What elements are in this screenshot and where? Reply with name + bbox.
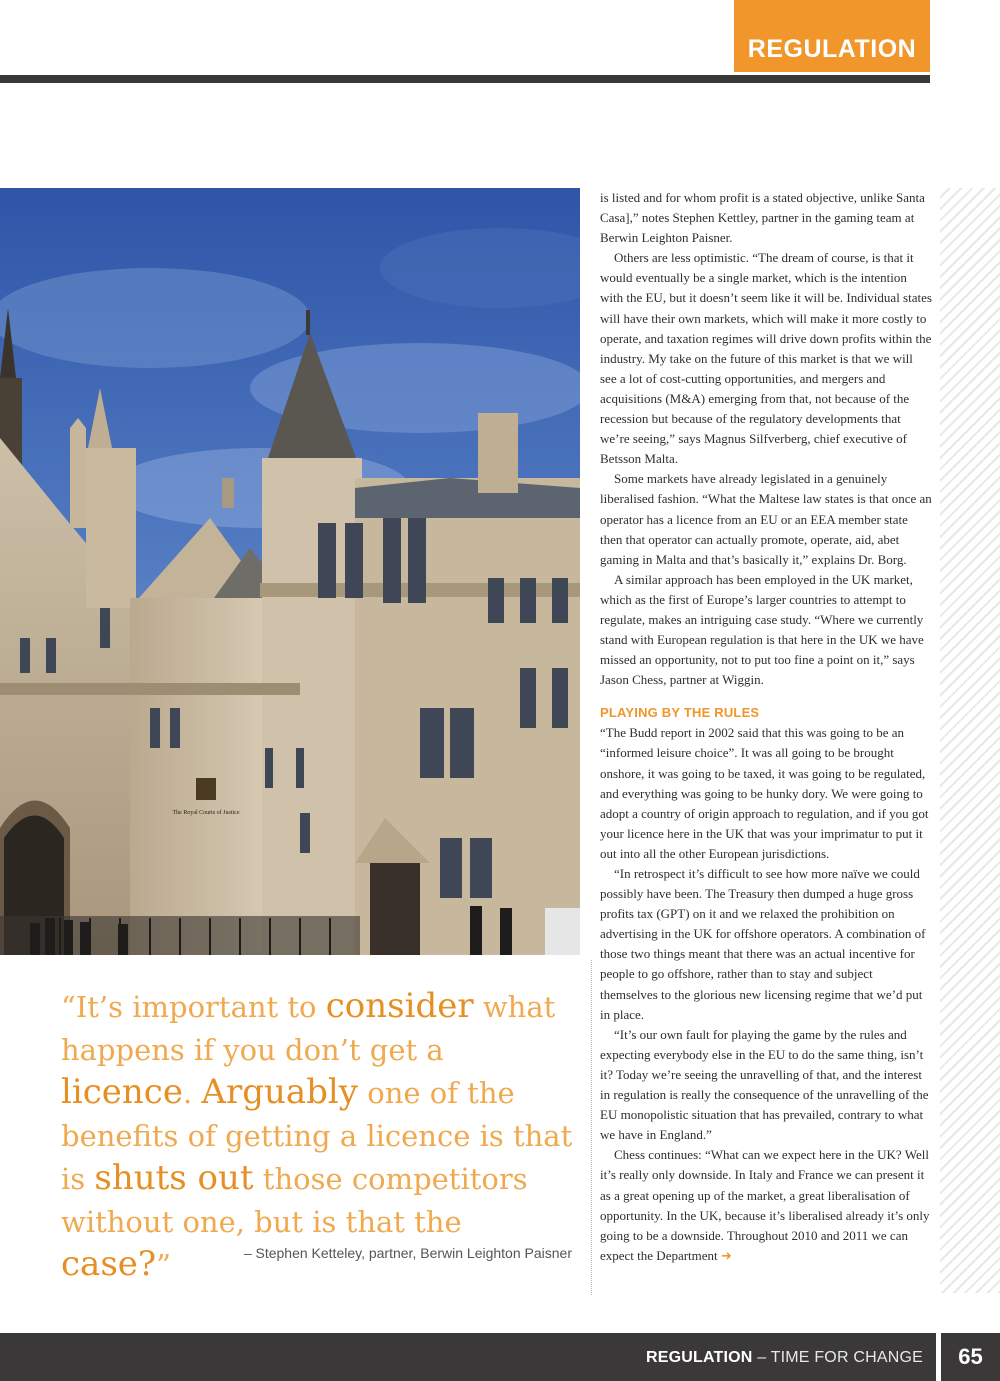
- quote-text: what happens if you don’t get a: [61, 990, 556, 1067]
- photo-plaque: The Royal Courts of Justice: [172, 810, 240, 816]
- quote-text: ”: [156, 1248, 171, 1282]
- quote-text: .: [182, 1076, 202, 1110]
- quote-emphasis: consider: [325, 986, 474, 1026]
- quote-emphasis: case?: [61, 1244, 157, 1284]
- article-paragraph: A similar approach has been employed in the UK market, which as the first of Europe’s larger countries to attempt to regulate, makes an intriguing case study. “Where we currently stand with European regulation is that here in the UK we have missed an opportunity, not to put too fine a point on it,” says Jason Chess, partner at Wiggin.: [600, 571, 924, 688]
- article-paragraph: Others are less optimistic. “The dream of course, is that it would eventually be a single market, which is the intention with the EU, but it doesn’t seem like it will be. Individual states will have their own markets, which will make it more costly to operate, and taxation regimes will drive down profits within the industry. My take on the future of this market is that we will see a lot of cost-cutting opportunities, and mergers and acquisitions (M&A) emerging from that, not because of the recession but because of the regulatory developments that we’re seeing,” says Magnus Silfverberg, chief executive of Betsson Malta.: [600, 250, 932, 467]
- quote-emphasis: licence: [61, 1072, 183, 1112]
- article-paragraph: Some markets have already legislated in a genuinely liberalised fashion. “What the Maltese law states is that once an operator has a licence from an EU or an EEA member state then that operator can actually promote, operate, aid, abet gaming in Malta and that’s basically it,” explains Dr. Borg.: [600, 471, 932, 567]
- article-paragraph-last: [600, 1145, 932, 1267]
- quote-emphasis: Arguably: [201, 1072, 359, 1112]
- continue-arrow-icon: ➜: [720, 1248, 732, 1264]
- article-paragraph: is listed and for whom profit is a stated objective, unlike Santa Casa],” notes Stephen Kettley, partner in the gaming team at Berwin Leighton Paisner.: [600, 190, 925, 246]
- pull-quote: [61, 985, 576, 1287]
- quote-text: “It’s important to: [61, 990, 326, 1024]
- hatch-pattern: [940, 188, 1000, 1293]
- subheading: PLAYING BY THE RULES: [600, 705, 760, 721]
- quote-emphasis: shuts out: [94, 1158, 254, 1198]
- article-paragraph-text: Chess continues: “What can we expect here in the UK? Well it’s really only downside. In Italy and France we can present it as a great opening up of the market, a great liberalisation of opportunity. In the UK, because it’s liberalised already it’s only going to be a downside. Throughout 2010 and 2011 we can expect the Department: [600, 1147, 930, 1263]
- footer-separator: –: [752, 1349, 771, 1366]
- footer-title: [646, 1349, 923, 1367]
- article-paragraph: “The Budd report in 2002 said that this was going to be an “informed leisure choice”. It was all going to be brought onshore, it was going to be taxed, it was going to be regulated, and everything was going to be hunky dory. We were going to adopt a country of origin approach to regulation, and if you got your licence here in the UK that was your imprimatur to put it out into all the other European jurisdictions.: [600, 725, 929, 861]
- section-tab: REGULATION: [734, 0, 930, 72]
- page-number: 65: [958, 1344, 983, 1369]
- footer-section: REGULATION: [645, 1349, 753, 1366]
- top-rule: [0, 75, 930, 83]
- article-column: [600, 188, 932, 1267]
- column-divider: [591, 960, 592, 1295]
- footer-subtitle: TIME FOR CHANGE: [770, 1349, 923, 1366]
- footer-bar: [0, 1333, 1000, 1381]
- quote-attribution: – Stephen Ketteley, partner, Berwin Leighton Paisner: [243, 1245, 572, 1261]
- article-paragraph: “In retrospect it’s difficult to see how more naïve we could possibly have been. The Treasury then dumped a huge gross profits tax (GPT) on it and we relaxed the prohibition on advertising in the UK for offshore operators. A combination of those two things meant that there was an actual incentive for people to go offshore, rather than to stay and subject themselves to the glorious new licensing regime that we’d put in place.: [600, 866, 926, 1022]
- courthouse-photo: [0, 188, 580, 955]
- quote-text: those competitors without one, but is that the: [61, 1162, 528, 1239]
- article-paragraph: “It’s our own fault for playing the game by the rules and expecting everybody else in the EU to do the same thing, isn’t it? Today we’re seeing the unravelling of that, and the interest in regulation is really the consequence of the unravelling of the EU monopolistic situation that has prevailed, contrary to what we have in England.”: [600, 1026, 929, 1143]
- quote-text: one of the benefits of getting a licence is that is: [61, 1076, 573, 1196]
